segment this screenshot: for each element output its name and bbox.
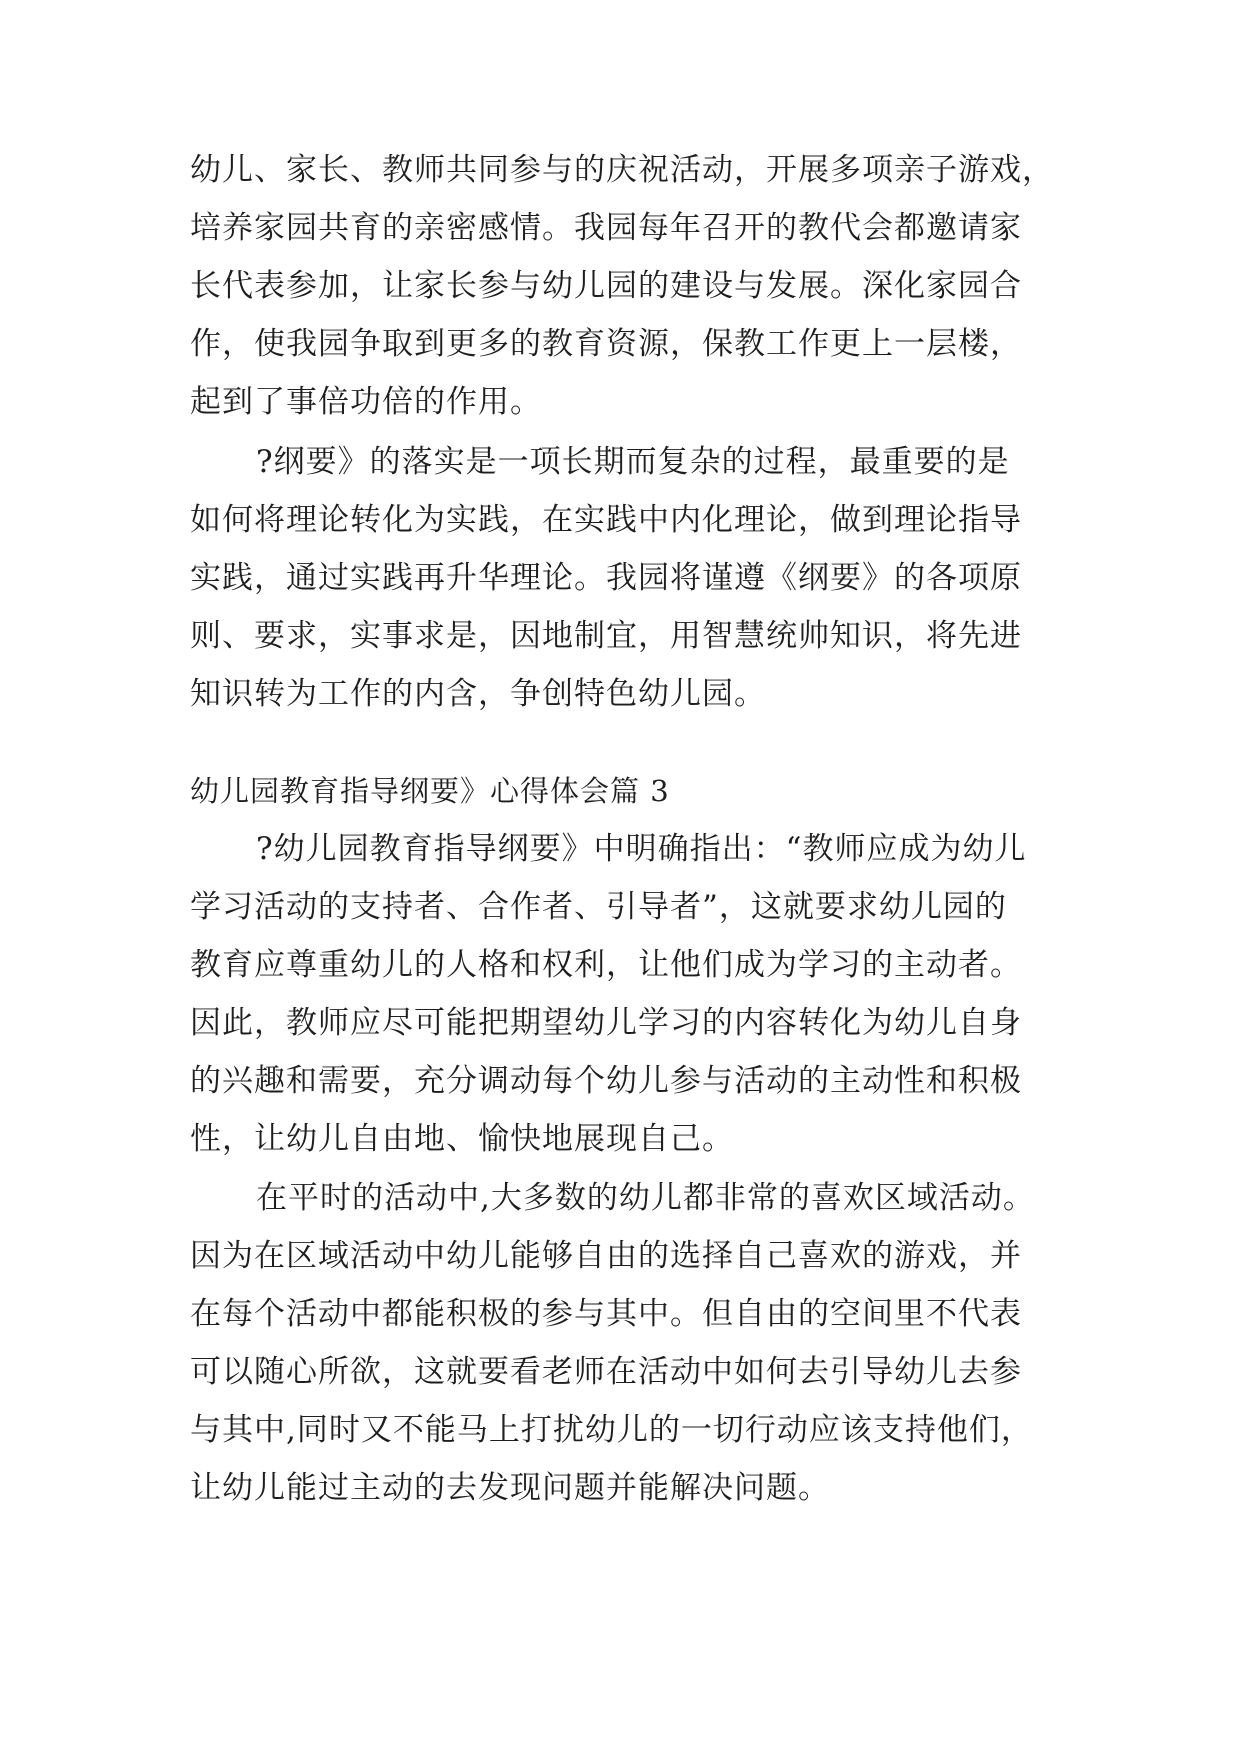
- paragraph-line: 教育应尊重幼儿的人格和权利，让他们成为学习的主动者。: [190, 947, 1022, 983]
- paragraph-line: 长代表参加，让家长参与幼儿园的建设与发展。深化家园合: [190, 268, 1022, 304]
- paragraph-line: 可以随心所欲，这就要看老师在活动中如何去引导幼儿去参: [190, 1354, 1022, 1390]
- paragraph-line: 让幼儿能过主动的去发现问题并能解决问题。: [190, 1470, 830, 1506]
- paragraph-line: 因为在区域活动中幼儿能够自由的选择自己喜欢的游戏，并: [190, 1238, 1022, 1274]
- paragraph-line: ?纲要》的落实是一项长期而复杂的过程，最重要的是: [256, 444, 1010, 480]
- paragraph-line: 在每个活动中都能积极的参与其中。但自由的空间里不代表: [190, 1296, 1022, 1332]
- paragraph-line: 作，使我园争取到更多的教育资源，保教工作更上一层楼，: [190, 326, 1022, 362]
- paragraph-line: 与其中,同时又不能马上打扰幼儿的一切行动应该支持他们，: [190, 1412, 1033, 1448]
- paragraph-line: 如何将理论转化为实践，在实践中内化理论，做到理论指导: [190, 502, 1022, 538]
- paragraph-line: 培养家园共育的亲密感情。我园每年召开的教代会都邀请家: [190, 210, 1022, 246]
- paragraph-line: 在平时的活动中,大多数的幼儿都非常的喜欢区域活动。: [256, 1180, 1035, 1216]
- paragraph-line: 性，让幼儿自由地、愉快地展现自己。: [190, 1121, 734, 1157]
- paragraph-line: 知识转为工作的内含，争创特色幼儿园。: [190, 676, 766, 712]
- paragraph-line: 的兴趣和需要，充分调动每个幼儿参与活动的主动性和积极: [190, 1063, 1022, 1099]
- paragraph-line: 学习活动的支持者、合作者、引导者”，这就要求幼儿园的: [190, 889, 1007, 925]
- paragraph-line: 幼儿、家长、教师共同参与的庆祝活动，开展多项亲子游戏，: [190, 152, 1054, 188]
- section-heading: 幼儿园教育指导纲要》心得体会篇 3: [190, 774, 670, 808]
- paragraph-line: 起到了事倍功倍的作用。: [190, 384, 542, 420]
- paragraph-line: 因此，教师应尽可能把期望幼儿学习的内容转化为幼儿自身: [190, 1005, 1022, 1041]
- paragraph-line: 则、要求，实事求是，因地制宜，用智慧统帅知识，将先进: [190, 618, 1022, 654]
- paragraph-line: 实践，通过实践再升华理论。我园将谨遵《纲要》的各项原: [190, 560, 1022, 596]
- paragraph-line: ?幼儿园教育指导纲要》中明确指出：“教师应成为幼儿: [256, 831, 1027, 867]
